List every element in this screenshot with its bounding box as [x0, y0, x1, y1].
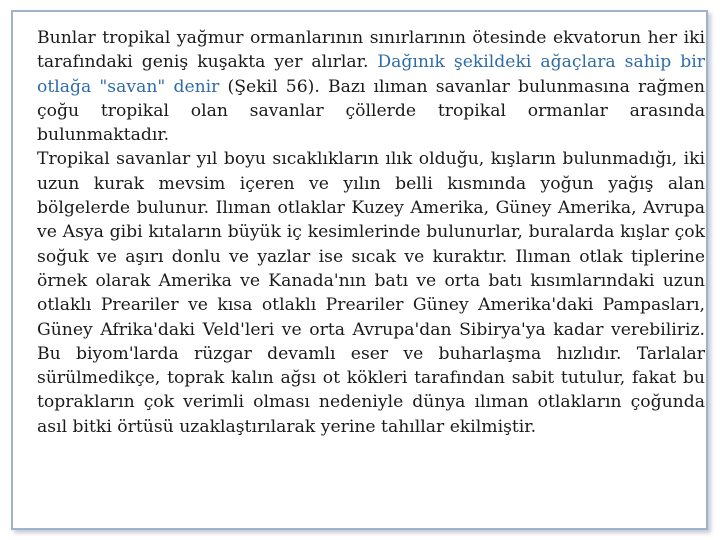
content-frame	[11, 10, 708, 530]
paragraph-1-lead: Bunlar tropikal yağmur ormanlarının sınırlarının ötesinde ekvatorun her iki tarafındaki geniş kuşakta yer alırlar.	[37, 28, 705, 73]
paragraph-grasslands: Tropikal savanlar yıl boyu sıcaklıkların ılık olduğu, kışların bulunmadığı, iki uzun kurak mevsim içeren ve yılın belli kısmında yoğun yağış alan bölgelerde bulunur. Ilıman otlaklar Kuzey Amerika, Güney Amerika, Avrupa ve Asya gibi kıtaların büyük iç kesimlerinde bulunurlar, buralarda kışlar çok soğuk ve aşırı donlu ve yazlar ise sıcak ve kuraktır. Ilıman otlak tiplerine örnek olarak Amerika ve Kanada'nın batı ve orta batı kısımlarındaki uzun otlaklı Preariler ve kısa otlaklı Preariler Güney Amerika'daki Pampasları, Güney Afrika'daki Veld'leri ve orta Avrupa'dan Sibirya'ya kadar verebiliriz. Bu biyom'larda rüzgar devamlı eser ve buharlaşma hızlıdır. Tarlalar sürülmedikçe, toprak kalın ağsı ot kökleri tarafından sabit tutulur, fakat bu toprakların çok verimli olması nedeniyle dünya ılıman otlakların çoğunda asıl bitki örtüsü uzaklaştırılarak yerine tahıllar ekilmiştir.	[37, 149, 705, 437]
text-content	[37, 26, 705, 439]
savanna-definition-highlight: Dağınık şekildeki ağaçlara sahip bir otlağa "savan" denir	[37, 52, 705, 97]
paragraph-savanna-intro	[37, 26, 705, 147]
paragraph-1-tail: (Şekil 56). Bazı ılıman savanlar bulunmasına rağmen çoğu tropikal olan savanlar çöllerde tropikal ormanlar arasında bulunmaktadır.	[37, 76, 705, 146]
